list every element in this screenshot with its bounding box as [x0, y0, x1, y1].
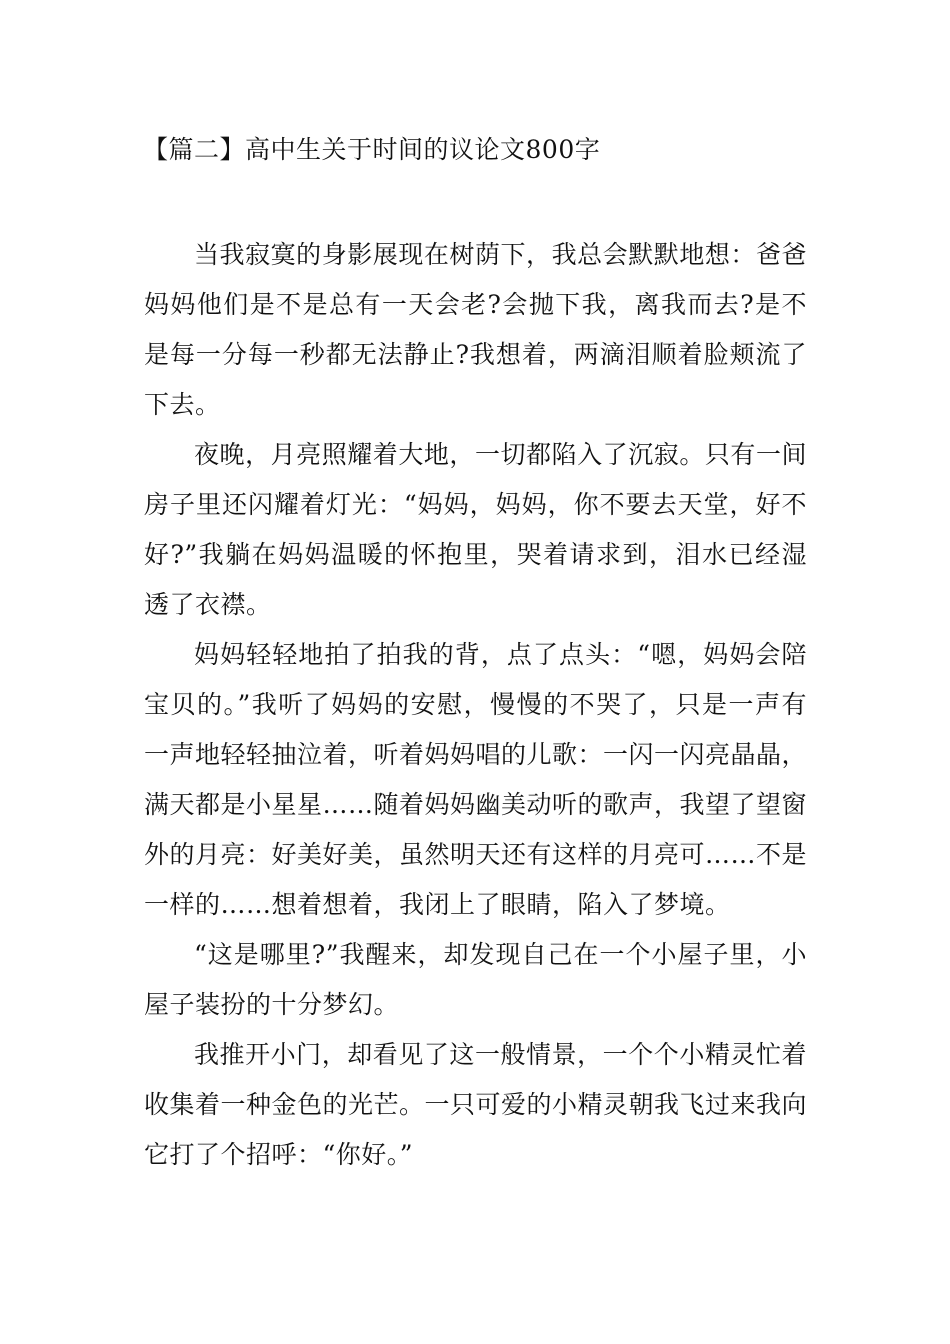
paragraph: 我推开小门，却看见了这一般情景，一个个小精灵忙着收集着一种金色的光芒。一只可爱的小精灵朝我飞过来我向它打了个招呼：“你好。”	[144, 1040, 808, 1169]
article-body	[144, 230, 807, 1180]
paragraph: “这是哪里?”我醒来，却发现自己在一个小屋子里，小屋子装扮的十分梦幻。	[144, 940, 807, 1019]
paragraph: 当我寂寞的身影展现在树荫下，我总会默默地想：爸爸妈妈他们是不是总有一天会老?会抛下我，离我而去?是不是每一分每一秒都无法静止?我想着，两滴泪顺着脸颊流了下去。	[144, 240, 807, 419]
paragraph: 妈妈轻轻地拍了拍我的背，点了点头：“嗯，妈妈会陪宝贝的。”我听了妈妈的安慰，慢慢的不哭了，只是一声有一声地轻轻抽泣着，听着妈妈唱的儿歌：一闪一闪亮晶晶，满天都是小星星……随着妈妈幽美动听的歌声，我望了望窗外的月亮：好美好美，虽然明天还有这样的月亮可……不是一样的……想着想着，我闭上了眼睛，陷入了梦境。	[144, 640, 808, 919]
paragraph: 夜晚，月亮照耀着大地，一切都陷入了沉寂。只有一间房子里还闪耀着灯光：“妈妈，妈妈，你不要去天堂，好不好?”我躺在妈妈温暖的怀抱里，哭着请求到，泪水已经湿透了衣襟。	[144, 440, 807, 619]
document-title: 【篇二】高中生关于时间的议论文800字	[143, 135, 601, 164]
